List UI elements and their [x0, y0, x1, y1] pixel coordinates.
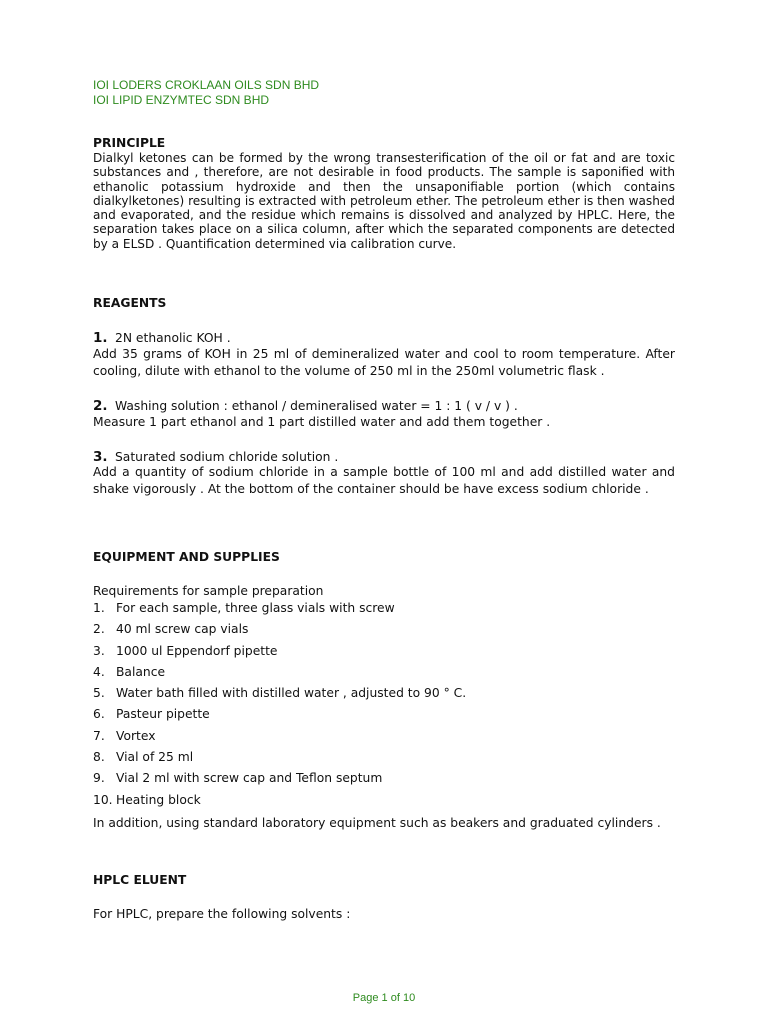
equipment-intro: Requirements for sample preparation	[93, 584, 324, 598]
reagent-1-text: Add 35 grams of KOH in 25 ml of demineralized water and cool to room temperature. After cooling, dilute with ethanol to the volume of 250 ml in the 250ml volumetric flask .	[93, 347, 675, 379]
list-item	[93, 685, 675, 706]
item-number: 7.	[93, 728, 105, 743]
reagent-3-label: Saturated sodium chloride solution .	[115, 450, 339, 464]
item-number: 6.	[93, 707, 105, 722]
company-name-2: IOI LIPID ENZYMTEC SDN BHD	[93, 92, 270, 107]
item-number: 5.	[93, 686, 105, 701]
list-item	[93, 728, 675, 749]
equipment-heading: EQUIPMENT AND SUPPLIES	[93, 550, 280, 564]
list-item	[93, 706, 675, 727]
item-number: 8.	[93, 750, 105, 765]
reagent-2-title	[93, 398, 675, 414]
company-name-1: IOI LODERS CROKLAAN OILS SDN BHD	[93, 78, 320, 92]
reagent-2-text: Measure 1 part ethanol and 1 part distilled water and add them together .	[93, 415, 551, 429]
equipment-addition: In addition, using standard laboratory equipment such as beakers and graduated cylinders .	[93, 816, 661, 830]
item-text: Pasteur pipette	[116, 707, 210, 722]
principle-text: Dialkyl ketones can be formed by the wrong transesterification of the oil or fat and are toxic substances and , therefore, are not desirable in food products. The sample is saponified with ethanolic potassium hydroxide and then the unsaponifiable portion (which contains dialkylketones) resulting is extracted with petroleum ether. The petroleum ether is then washed and evaporated, and the residue which remains is dissolved and analyzed by HPLC. Here, the separation takes place on a silica column, after which the separated components are detected by a ELSD . Quantification determined via calibration curve.	[93, 151, 675, 251]
list-item	[93, 621, 675, 642]
list-item	[93, 749, 675, 770]
item-text: Vial 2 ml with screw cap and Teflon septum	[116, 771, 383, 786]
reagent-2-number: 2.	[93, 398, 108, 414]
item-text: Heating block	[116, 792, 201, 807]
item-number: 4.	[93, 664, 105, 679]
hplc-text: For HPLC, prepare the following solvents :	[93, 907, 351, 921]
item-text: Balance	[116, 664, 166, 679]
item-text: 1000 ul Eppendorf pipette	[116, 643, 278, 658]
item-number: 9.	[93, 771, 105, 786]
list-item	[93, 600, 675, 621]
page-number: Page 1 of 10	[352, 992, 416, 1004]
equipment-list	[93, 600, 675, 813]
list-item	[93, 643, 675, 664]
principle-heading: PRINCIPLE	[93, 136, 166, 150]
reagent-1-title	[93, 330, 675, 346]
reagents-heading: REAGENTS	[93, 296, 167, 310]
list-item	[93, 770, 675, 791]
reagent-3-text: Add a quantity of sodium chloride in a sample bottle of 100 ml and add distilled water and shake vigorously . At the bottom of the container should be have excess sodium chloride .	[93, 465, 675, 497]
reagent-3-title	[93, 449, 675, 465]
document-page	[93, 0, 675, 1024]
list-item	[93, 664, 675, 685]
reagent-3-number: 3.	[93, 449, 108, 465]
item-text: 40 ml screw cap vials	[116, 622, 249, 637]
reagent-1-label: 2N ethanolic KOH .	[115, 331, 231, 345]
item-number: 10.	[93, 792, 113, 807]
item-text: Vortex	[116, 728, 156, 743]
item-number: 2.	[93, 622, 105, 637]
item-text: Vial of 25 ml	[116, 750, 194, 765]
reagent-2-label: Washing solution : ethanol / demineralised water = 1 : 1 ( v / v ) .	[115, 399, 518, 413]
hplc-heading: HPLC ELUENT	[93, 873, 187, 887]
item-text: For each sample, three glass vials with screw	[116, 601, 395, 615]
company-header	[93, 78, 319, 107]
list-item	[93, 792, 675, 813]
reagent-1-number: 1.	[93, 330, 108, 346]
item-number: 3.	[93, 643, 105, 658]
item-number: 1.	[93, 601, 105, 615]
item-text: Water bath filled with distilled water , adjusted to 90 ° C.	[116, 686, 467, 701]
